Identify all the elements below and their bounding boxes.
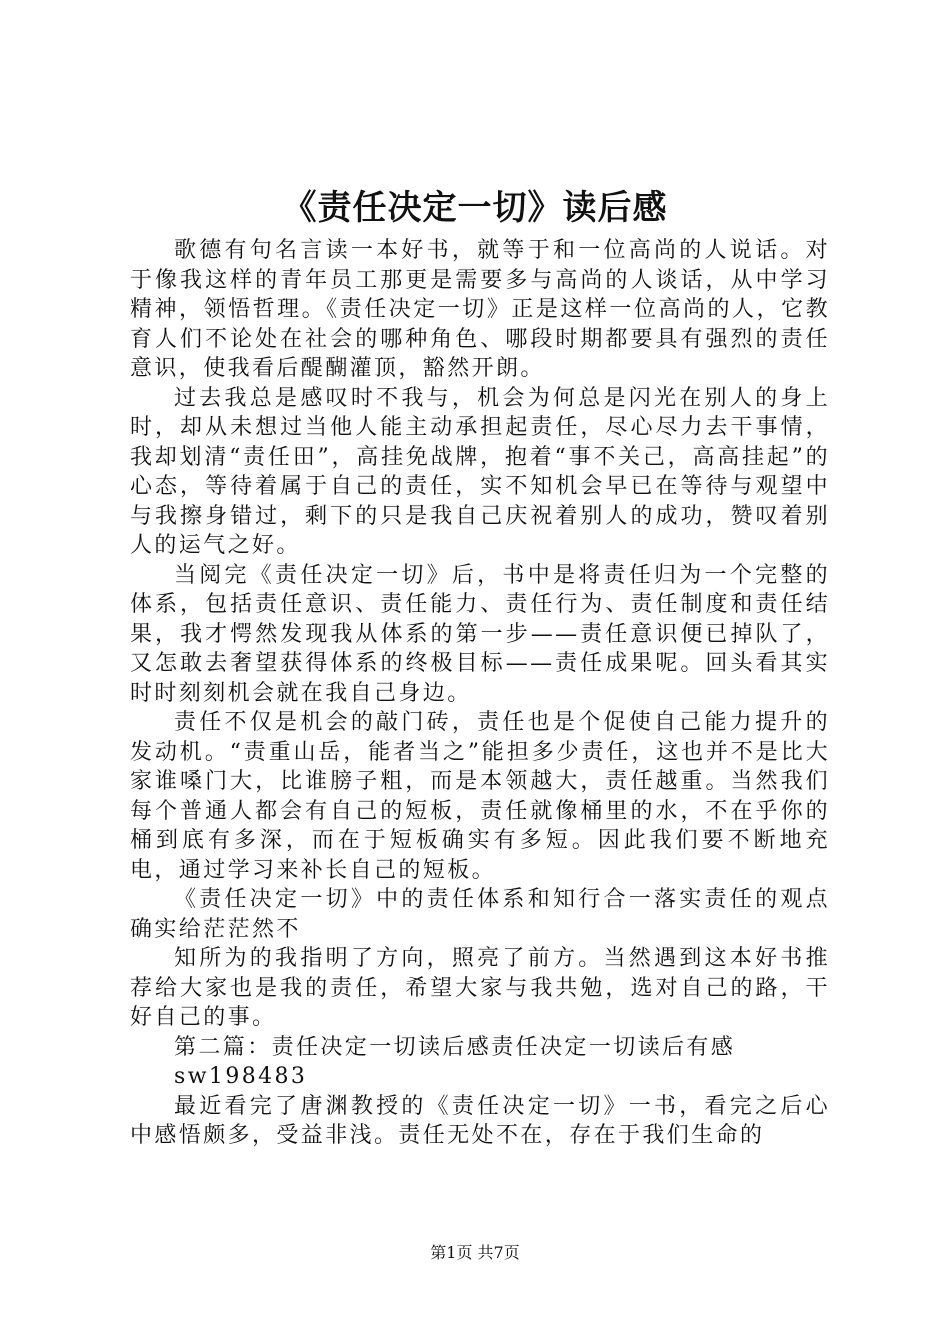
document-title: 《责任决定一切》读后感: [282, 188, 668, 228]
page-footer: 第1页 共7页: [430, 1243, 520, 1262]
paragraph: 《责任决定一切》中的责任体系和知行合一落实责任的观点确实给茫茫然不: [130, 887, 830, 942]
paragraph: 知所为的我指明了方向，照亮了前方。当然遇到这本好书推荐给大家也是我的责任，希望大家与我共勉，选对自己的路，干好自己的事。: [130, 946, 830, 1030]
paragraph: 歌德有句名言读一本好书，就等于和一位高尚的人说话。对于像我这样的青年员工那更是需要多与高尚的人谈话，从中学习精神，领悟哲理。《责任决定一切》正是这样一位高尚的人，它教育人们不论处在社会的哪种角色、哪段时期都要具有强烈的责任意识，使我看后醍醐灌顶，豁然开朗。: [130, 238, 830, 381]
section-heading: 第二篇：责任决定一切读后感责任决定一切读后有感: [174, 1034, 736, 1060]
author-id: sw198483: [174, 1064, 308, 1089]
paragraph: 当阅完《责任决定一切》后，书中是将责任归为一个完整的体系，包括责任意识、责任能力、责任行为、责任制度和责任结果，我才愕然发现我从体系的第一步——责任意识便已掉队了，又怎敢去奢望获得体系的终极目标——责任成果呢。回头看其实时时刻刻机会就在我自己身边。: [130, 562, 830, 706]
paragraph: 责任不仅是机会的敲门砖，责任也是个促使自己能力提升的发动机。“责重山岳，能者当之”能担多少责任，这也并不是比大家谁嗓门大，比谁膀子粗，而是本领越大，责任越重。当然我们每个普通人都会有自己的短板，责任就像桶里的水，不在乎你的桶到底有多深，而在于短板确实有多短。因此我们要不断地充电，通过学习来补长自己的短板。: [130, 710, 830, 883]
document-body: [130, 236, 830, 1151]
paragraph: 最近看完了唐渊教授的《责任决定一切》一书，看完之后心中感悟颇多，受益非浅。责任无处不在，存在于我们生命的: [130, 1093, 830, 1148]
paragraph: 过去我总是感叹时不我与，机会为何总是闪光在别人的身上时，却从未想过当他人能主动承担起责任，尽心尽力去干事情，我却划清“责任田”，高挂免战牌，抱着“事不关己，高高挂起”的心态，等待着属于自己的责任，实不知机会早已在等待与观望中与我擦身错过，剩下的只是我自己庆祝着别人的成功，赞叹着别人的运气之好。: [130, 385, 830, 558]
